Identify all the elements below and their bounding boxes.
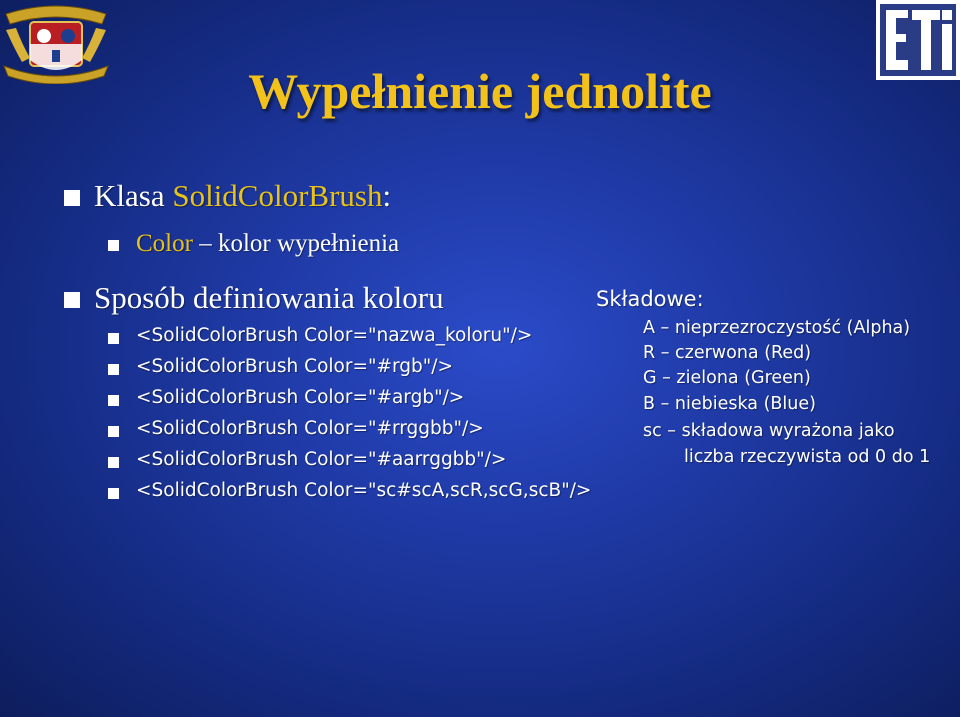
bullet-square-icon [108,457,119,468]
code-example-2: <SolidColorBrush Color="#rgb"/> [136,356,453,377]
code-example-4: <SolidColorBrush Color="#rrggbb"/> [136,418,484,439]
code-example-1: <SolidColorBrush Color="nazwa_koloru"/> [136,325,533,346]
bullet-square-icon [108,426,119,437]
bullet-square-icon [108,488,119,499]
bullet-square-icon [108,240,119,251]
component-green: G – zielona (Green) [643,368,811,388]
bullet-square-icon [108,333,119,344]
class-prefix: Klasa [94,178,173,213]
class-suffix: : [382,178,392,213]
color-property-line [136,230,399,258]
code-example-5: <SolidColorBrush Color="#aarrggbb"/> [136,449,507,470]
bullet-square-icon [108,364,119,375]
slide-title: Wypełnienie jednolite [248,63,712,119]
code-example-3: <SolidColorBrush Color="#argb"/> [136,387,465,408]
color-description: – kolor wypełnienia [192,230,400,257]
bullet-square-icon [64,190,80,206]
component-alpha: A – nieprzezroczystość (Alpha) [643,318,911,338]
component-blue: B – niebieska (Blue) [643,394,816,414]
component-sc: sc – składowa wyrażona jako [643,421,895,441]
bullet-square-icon [108,395,119,406]
bullet-square-icon [64,292,80,308]
class-name: SolidColorBrush [172,178,383,213]
components-heading: Składowe: [596,287,704,311]
component-sc-range: liczba rzeczywista od 0 do 1 [684,447,931,467]
definition-heading: Sposób definiowania koloru [94,280,444,315]
class-line [94,178,391,214]
color-term: Color [136,230,193,257]
code-example-6: <SolidColorBrush Color="sc#scA,scR,scG,scB"/> [136,480,592,501]
component-red: R – czerwona (Red) [643,343,812,363]
